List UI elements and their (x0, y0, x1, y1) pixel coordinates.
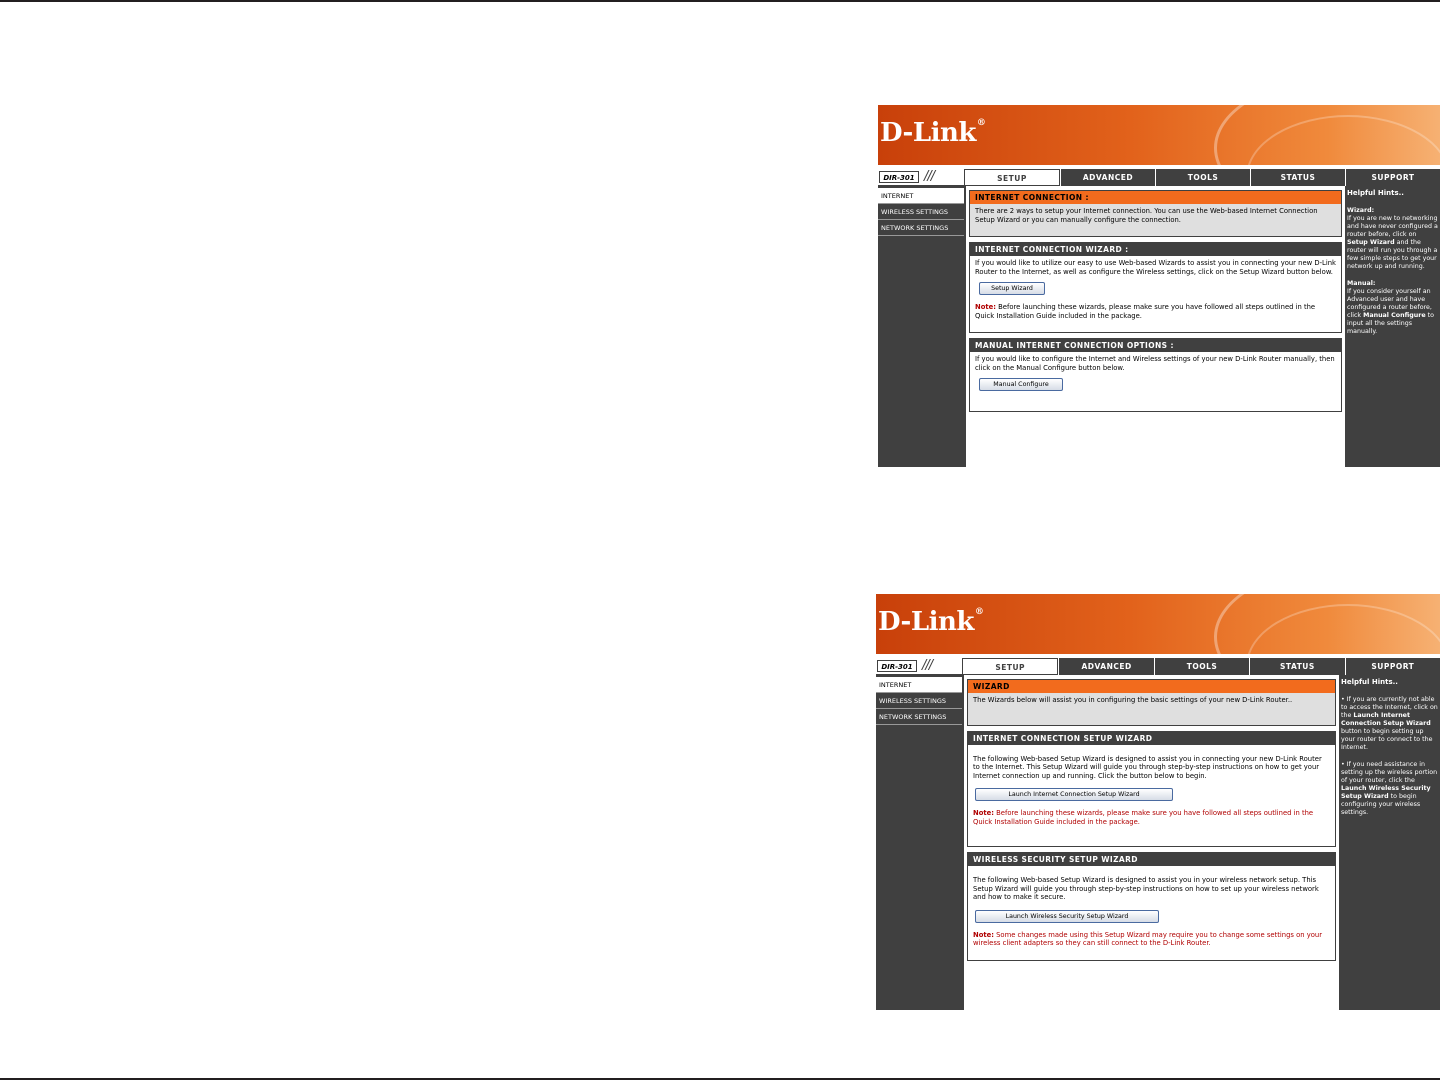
brand-banner (876, 594, 1440, 654)
launch-internet-wizard-button[interactable]: Launch Internet Connection Setup Wizard (975, 788, 1173, 801)
note-body: Before launching these wizards, please make sure you have followed all steps outlined in the Quick Installation Guide included in the package. (973, 809, 1314, 826)
help-internet-hint (1341, 696, 1438, 752)
section-text: The Wizards below will assist you in configuring the basic settings of your new D-Link Router.. (973, 696, 1293, 704)
help-wizard-label: Wizard: (1347, 207, 1375, 214)
help-text: to begin configuring your wireless settings. (1341, 793, 1421, 816)
help-text: to input all the settings manually. (1347, 312, 1434, 335)
tab-tools[interactable]: TOOLS (1154, 658, 1249, 675)
tab-tools[interactable]: TOOLS (1155, 169, 1250, 186)
page-bottom-rule (0, 1078, 1440, 1080)
note-text (975, 303, 1336, 320)
model-slashes: /// (924, 169, 935, 184)
top-navigation (878, 169, 1440, 186)
section-body (968, 693, 1335, 725)
section-text: The following Web-based Setup Wizard is designed to assist you in your wireless network setup. This Setup Wizard will guide you through step-by-step instructions on how to set up your wireless network and how to make it secure. (973, 876, 1319, 901)
section-body (970, 352, 1341, 411)
dlink-logo: D-Link® (880, 118, 986, 148)
help-bold: Setup Wizard (1347, 239, 1395, 246)
section-body (970, 204, 1341, 236)
internet-connection-setup-wizard-section (967, 731, 1336, 848)
model-label (878, 169, 964, 186)
tab-status[interactable]: STATUS (1250, 169, 1345, 186)
router-screenshot-setup-internet (878, 105, 1440, 467)
section-text: If you would like to configure the Internet and Wireless settings of your new D-Link Router manually, then click on the Manual Configure button below. (975, 355, 1335, 372)
note-label: Note: (973, 930, 994, 939)
model-name: DIR-301 (877, 660, 917, 672)
model-label (876, 658, 962, 675)
help-manual-hint (1347, 280, 1438, 336)
tab-advanced[interactable]: ADVANCED (1060, 169, 1155, 186)
note-label: Note: (973, 809, 994, 817)
section-text: There are 2 ways to setup your Internet connection. You can use the Web-based Internet Connection Setup Wizard or you can manually configure the connection. (975, 207, 1318, 224)
section-body (968, 745, 1335, 847)
tab-status[interactable]: STATUS (1249, 658, 1344, 675)
model-slashes: /// (922, 658, 933, 673)
sidebar-item-wireless-settings[interactable]: WIRELESS SETTINGS (878, 204, 964, 220)
tab-advanced[interactable]: ADVANCED (1058, 658, 1153, 675)
note-body: Some changes made using this Setup Wizard may require you to change some settings on your wireless client adapters so they can still connect to the D-Link Router. (973, 930, 1322, 947)
page-top-rule (0, 0, 1440, 2)
router-screenshot-wizard (876, 594, 1440, 1010)
internet-connection-wizard-section (969, 242, 1342, 333)
top-navigation (876, 658, 1440, 675)
section-title: WIZARD (968, 680, 1335, 693)
section-title: INTERNET CONNECTION : (970, 191, 1341, 204)
help-manual-label: Manual: (1347, 280, 1376, 287)
model-name: DIR-301 (879, 171, 919, 183)
main-content (964, 675, 1339, 1010)
help-title: Helpful Hints.. (1347, 189, 1404, 197)
section-title: MANUAL INTERNET CONNECTION OPTIONS : (970, 339, 1341, 352)
help-text: If you consider yourself an Advanced user and have configured a router before, click (1347, 288, 1432, 319)
help-wireless-hint (1341, 761, 1438, 817)
help-bold: Launch Wireless Security Setup Wizard (1341, 785, 1431, 800)
sidebar-item-network-settings[interactable]: NETWORK SETTINGS (876, 709, 962, 725)
help-text: • If you are currently not able to access the Internet, click on the (1341, 696, 1438, 719)
helpful-hints-panel (1345, 186, 1440, 467)
tab-setup[interactable]: SETUP (964, 169, 1060, 186)
section-title: WIRELESS SECURITY SETUP WIZARD (968, 853, 1335, 866)
help-bold: Launch Internet Connection Setup Wizard (1341, 712, 1431, 727)
sidebar-item-internet[interactable]: INTERNET (876, 677, 962, 693)
section-title: INTERNET CONNECTION WIZARD : (970, 243, 1341, 256)
internet-connection-section (969, 190, 1342, 237)
section-text: If you would like to utilize our easy to use Web-based Wizards to assist you in connecting your new D-Link Router to the Internet, as well as configure the Wireless settings, click on the Setup Wizard button below. (975, 259, 1336, 276)
help-text: button to begin setting up your router to connect to the Internet. (1341, 728, 1433, 751)
section-title: INTERNET CONNECTION SETUP WIZARD (968, 732, 1335, 745)
section-text: The following Web-based Setup Wizard is designed to assist you in connecting your new D-Link Router to the Internet. This Setup Wizard will guide you through step-by-step instructions on how to get your Internet connection up and running. Click the button below to begin. (973, 754, 1322, 780)
help-bold: Manual Configure (1363, 312, 1426, 319)
brand-banner (878, 105, 1440, 165)
launch-wireless-wizard-button[interactable]: Launch Wireless Security Setup Wizard (975, 910, 1159, 923)
helpful-hints-panel (1339, 675, 1440, 1010)
help-text: and the router will run you through a few simple steps to get your network up and running. (1347, 239, 1438, 270)
main-content (966, 186, 1345, 467)
note-text (973, 809, 1330, 826)
tab-support[interactable]: SUPPORT (1345, 169, 1440, 186)
note-body: Before launching these wizards, please make sure you have followed all steps outlined in the Quick Installation Guide included in the package. (975, 303, 1316, 320)
sidebar-item-network-settings[interactable]: NETWORK SETTINGS (878, 220, 964, 236)
help-wizard-hint (1347, 207, 1438, 271)
tab-setup[interactable]: SETUP (962, 658, 1058, 675)
sidebar (878, 186, 964, 467)
help-text: If you are new to networking and have never configured a router before, click on (1347, 215, 1438, 238)
note-text (973, 931, 1330, 948)
help-title: Helpful Hints.. (1341, 678, 1398, 686)
sidebar-item-wireless-settings[interactable]: WIRELESS SETTINGS (876, 693, 962, 709)
wizard-section (967, 679, 1336, 726)
manual-connection-section (969, 338, 1342, 412)
dlink-logo: D-Link® (878, 607, 984, 637)
wireless-security-setup-wizard-section (967, 852, 1336, 961)
section-body (970, 256, 1341, 332)
sidebar-item-internet[interactable]: INTERNET (878, 188, 964, 204)
section-body (968, 866, 1335, 960)
manual-configure-button[interactable]: Manual Configure (979, 378, 1063, 391)
sidebar (876, 675, 962, 1010)
help-text: • If you need assistance in setting up the wireless portion of your router, click the (1341, 761, 1438, 784)
setup-wizard-button[interactable]: Setup Wizard (979, 282, 1045, 295)
tab-support[interactable]: SUPPORT (1345, 658, 1440, 675)
note-label: Note: (975, 303, 996, 311)
